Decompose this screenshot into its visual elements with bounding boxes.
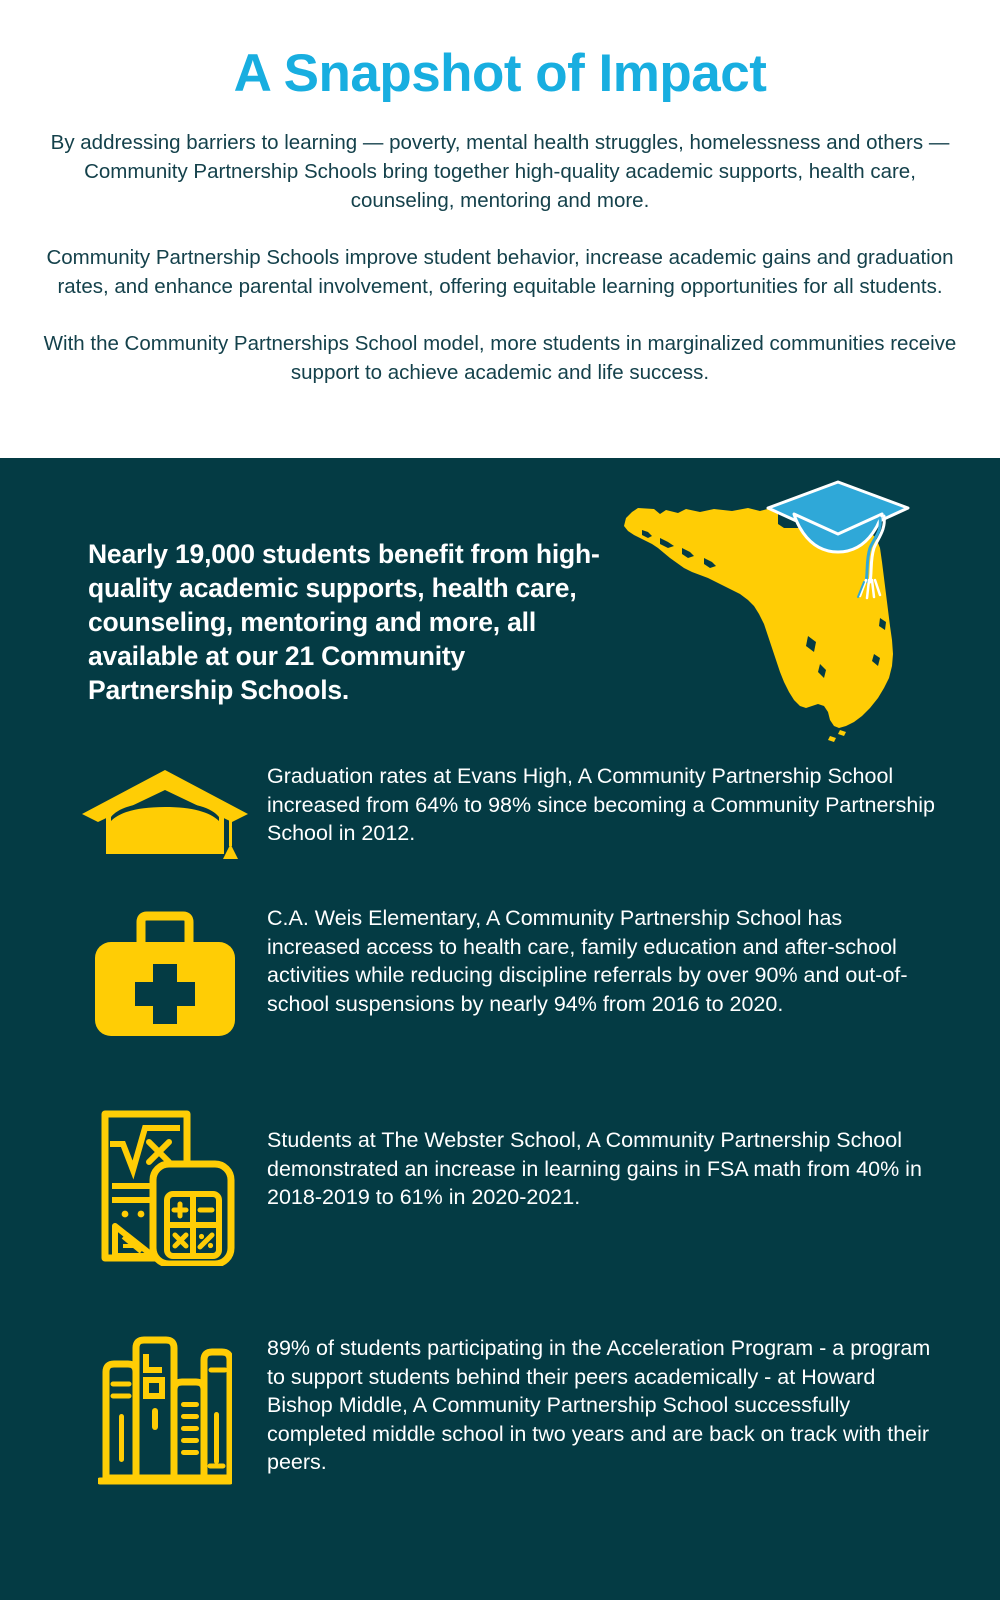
florida-map-with-graduation-cap-icon xyxy=(608,468,918,758)
books-icon xyxy=(62,1328,267,1486)
fact-row xyxy=(0,902,1000,1040)
fact-text: C.A. Weis Elementary, A Community Partnership School has increased access to health care, family education and after-school activities while reducing discipline referrals by over 90% and out-of-school suspensions by nearly 94% from 2016 to 2020. xyxy=(267,906,908,1016)
page-title: A Snapshot of Impact xyxy=(233,44,767,103)
fact-row xyxy=(0,1328,1000,1486)
fact-row xyxy=(0,1098,1000,1266)
impact-section xyxy=(0,458,1000,1600)
impact-facts-list xyxy=(0,758,1000,1486)
intro-paragraph-1: By addressing barriers to learning — poverty, mental health struggles, homelessness and others — Community Partnership Schools bring together high-quality academic supports, health care, counseling, mentoring and more. xyxy=(50,130,950,212)
fact-text: Graduation rates at Evans High, A Community Partnership School increased from 64% to 98% since becoming a Community Partnership School in 2012. xyxy=(267,764,936,846)
fact-row xyxy=(0,758,1000,860)
medical-kit-icon xyxy=(62,902,267,1040)
intro-paragraphs xyxy=(30,128,970,388)
graduation-cap-icon xyxy=(62,758,267,860)
intro-paragraph-3: With the Community Partnerships School model, more students in marginalized communities receive support to achieve academic and life success. xyxy=(43,332,957,385)
hero-row xyxy=(0,458,1000,758)
intro-paragraph-2: Community Partnership Schools improve student behavior, increase academic gains and graduation rates, and enhance parental involvement, offering equitable learning opportunities for all students. xyxy=(46,245,954,299)
intro-section xyxy=(0,0,1000,458)
calculator-icon xyxy=(62,1098,267,1266)
fact-text: 89% of students participating in the Acceleration Program - a program to support students behind their peers academically - at Howard Bishop Middle, A Community Partnership School successfully completed middle school in two years and are back on track with their peers. xyxy=(267,1336,931,1475)
impact-headline: Nearly 19,000 students benefit from high-quality academic supports, health care, counseling, mentoring and more, all available at our 21 Community Partnership Schools. xyxy=(88,539,600,705)
fact-text: Students at The Webster School, A Community Partnership School demonstrated an increase in learning gains in FSA math from 40% in 2018-2019 to 61% in 2020-2021. xyxy=(267,1128,922,1210)
